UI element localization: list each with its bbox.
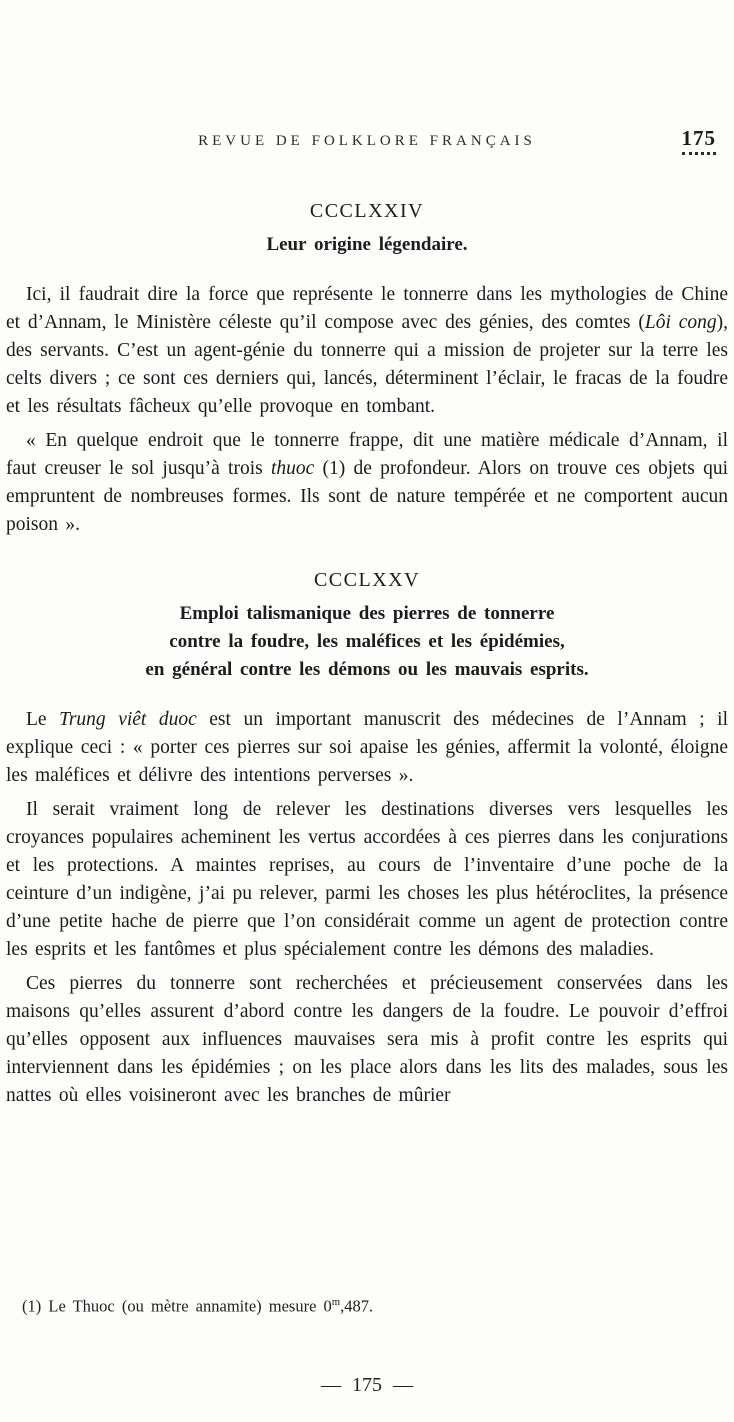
footnote: [22, 1296, 373, 1317]
section1-title: Leur origine légendaire.: [266, 234, 468, 255]
footnote-text: ,487.: [340, 1296, 374, 1316]
footer-page-number: — 175 —: [321, 1374, 413, 1396]
paragraph-text: ), des servants. C’est un agent-génie du tonnerre qui a mission de projeter sur la terre les celts divers ; ce sont ces derniers qui, lancés, déterminent l’éclair, le fracas de la foudre et les résultats fâcheux qu’elle provoque en tombant.: [6, 312, 728, 417]
section2-title: [6, 600, 728, 684]
italic-term: Lôi cong: [644, 312, 717, 333]
paragraph-text: (1) de profondeur. Alors on trouve ces objets qui empruntent de nombreuses formes. Ils sont de nature tempérée et ne comportent aucun poison ».: [6, 458, 728, 535]
section1-number: CCCLXXIV: [309, 200, 425, 222]
section2-body: [6, 706, 728, 1110]
italic-term: Trung viêt duoc: [59, 709, 197, 730]
paragraph-text: Il serait vraiment long de relever les destinations diverses vers lesquelles les croyances populaires acheminent les vertus accordées à ces pierres dans les conjurations et les protections. A maintes reprises, au cours de l’inventaire d’une poche de la ceinture d’un indigène, j’ai pu relever, parmi les choses les plus hétéroclites, la présence d’une petite hache de pierre que l’on considérait comme un agent de protection contre les esprits et les fantômes et plus spécialement contre les démons des maladies.: [6, 799, 728, 960]
journal-title: REVUE DE FOLKLORE FRANÇAIS: [198, 133, 536, 149]
paragraph-text: est un important manuscrit des médecines de l’Annam ; il explique ceci : « porter ces pierres sur soi apaise les génies, affermit la volonté, éloigne les maléfices et délivre des intentions perverses ».: [6, 709, 728, 786]
paragraph: [6, 796, 728, 964]
section2-title-line: contre la foudre, les maléfices et les épidémies,: [169, 631, 565, 652]
italic-term: thuoc: [270, 458, 315, 479]
section2-title-line: Emploi talismanique des pierres de tonnerre: [179, 603, 555, 624]
paragraph-text: Le: [26, 709, 60, 730]
section1-body: [6, 281, 728, 539]
paragraph-text: Ces pierres du tonnerre sont recherchées et précieusement conservées dans les maisons qu’elles assurent d’abord contre les dangers de la foudre. Le pouvoir d’effroi qu’elles opposent aux influences mauvaises sera mis à profit contre les esprits qui interviennent dans les épidémies ; on les place alors dans les lits des malades, sous les nattes où elles voisineront avec les branches de mûrier: [6, 973, 728, 1106]
paragraph: [6, 427, 728, 539]
section2-number: CCCLXXV: [313, 569, 421, 591]
paragraph-text: Ici, il faudrait dire la force que représente le tonnerre dans les mythologies de Chine et d’Annam, le Ministère céleste qu’il compose avec des génies, des comtes (: [6, 284, 728, 333]
page-header: [6, 126, 728, 158]
footnote-text: (1) Le Thuoc (ou mètre annamite) mesure 0: [22, 1296, 332, 1316]
paragraph-text: « En quelque endroit que le tonnerre frappe, dit une matière médicale d’Annam, il faut creuser le sol jusqu’à trois: [6, 430, 728, 479]
section2-title-line: en général contre les démons ou les mauvais esprits.: [145, 659, 589, 680]
header-page-number: 175: [682, 127, 717, 155]
paragraph: [6, 970, 728, 1110]
footnote-superscript: m: [331, 1296, 341, 1308]
paragraph: [6, 281, 728, 421]
paragraph: [6, 706, 728, 790]
